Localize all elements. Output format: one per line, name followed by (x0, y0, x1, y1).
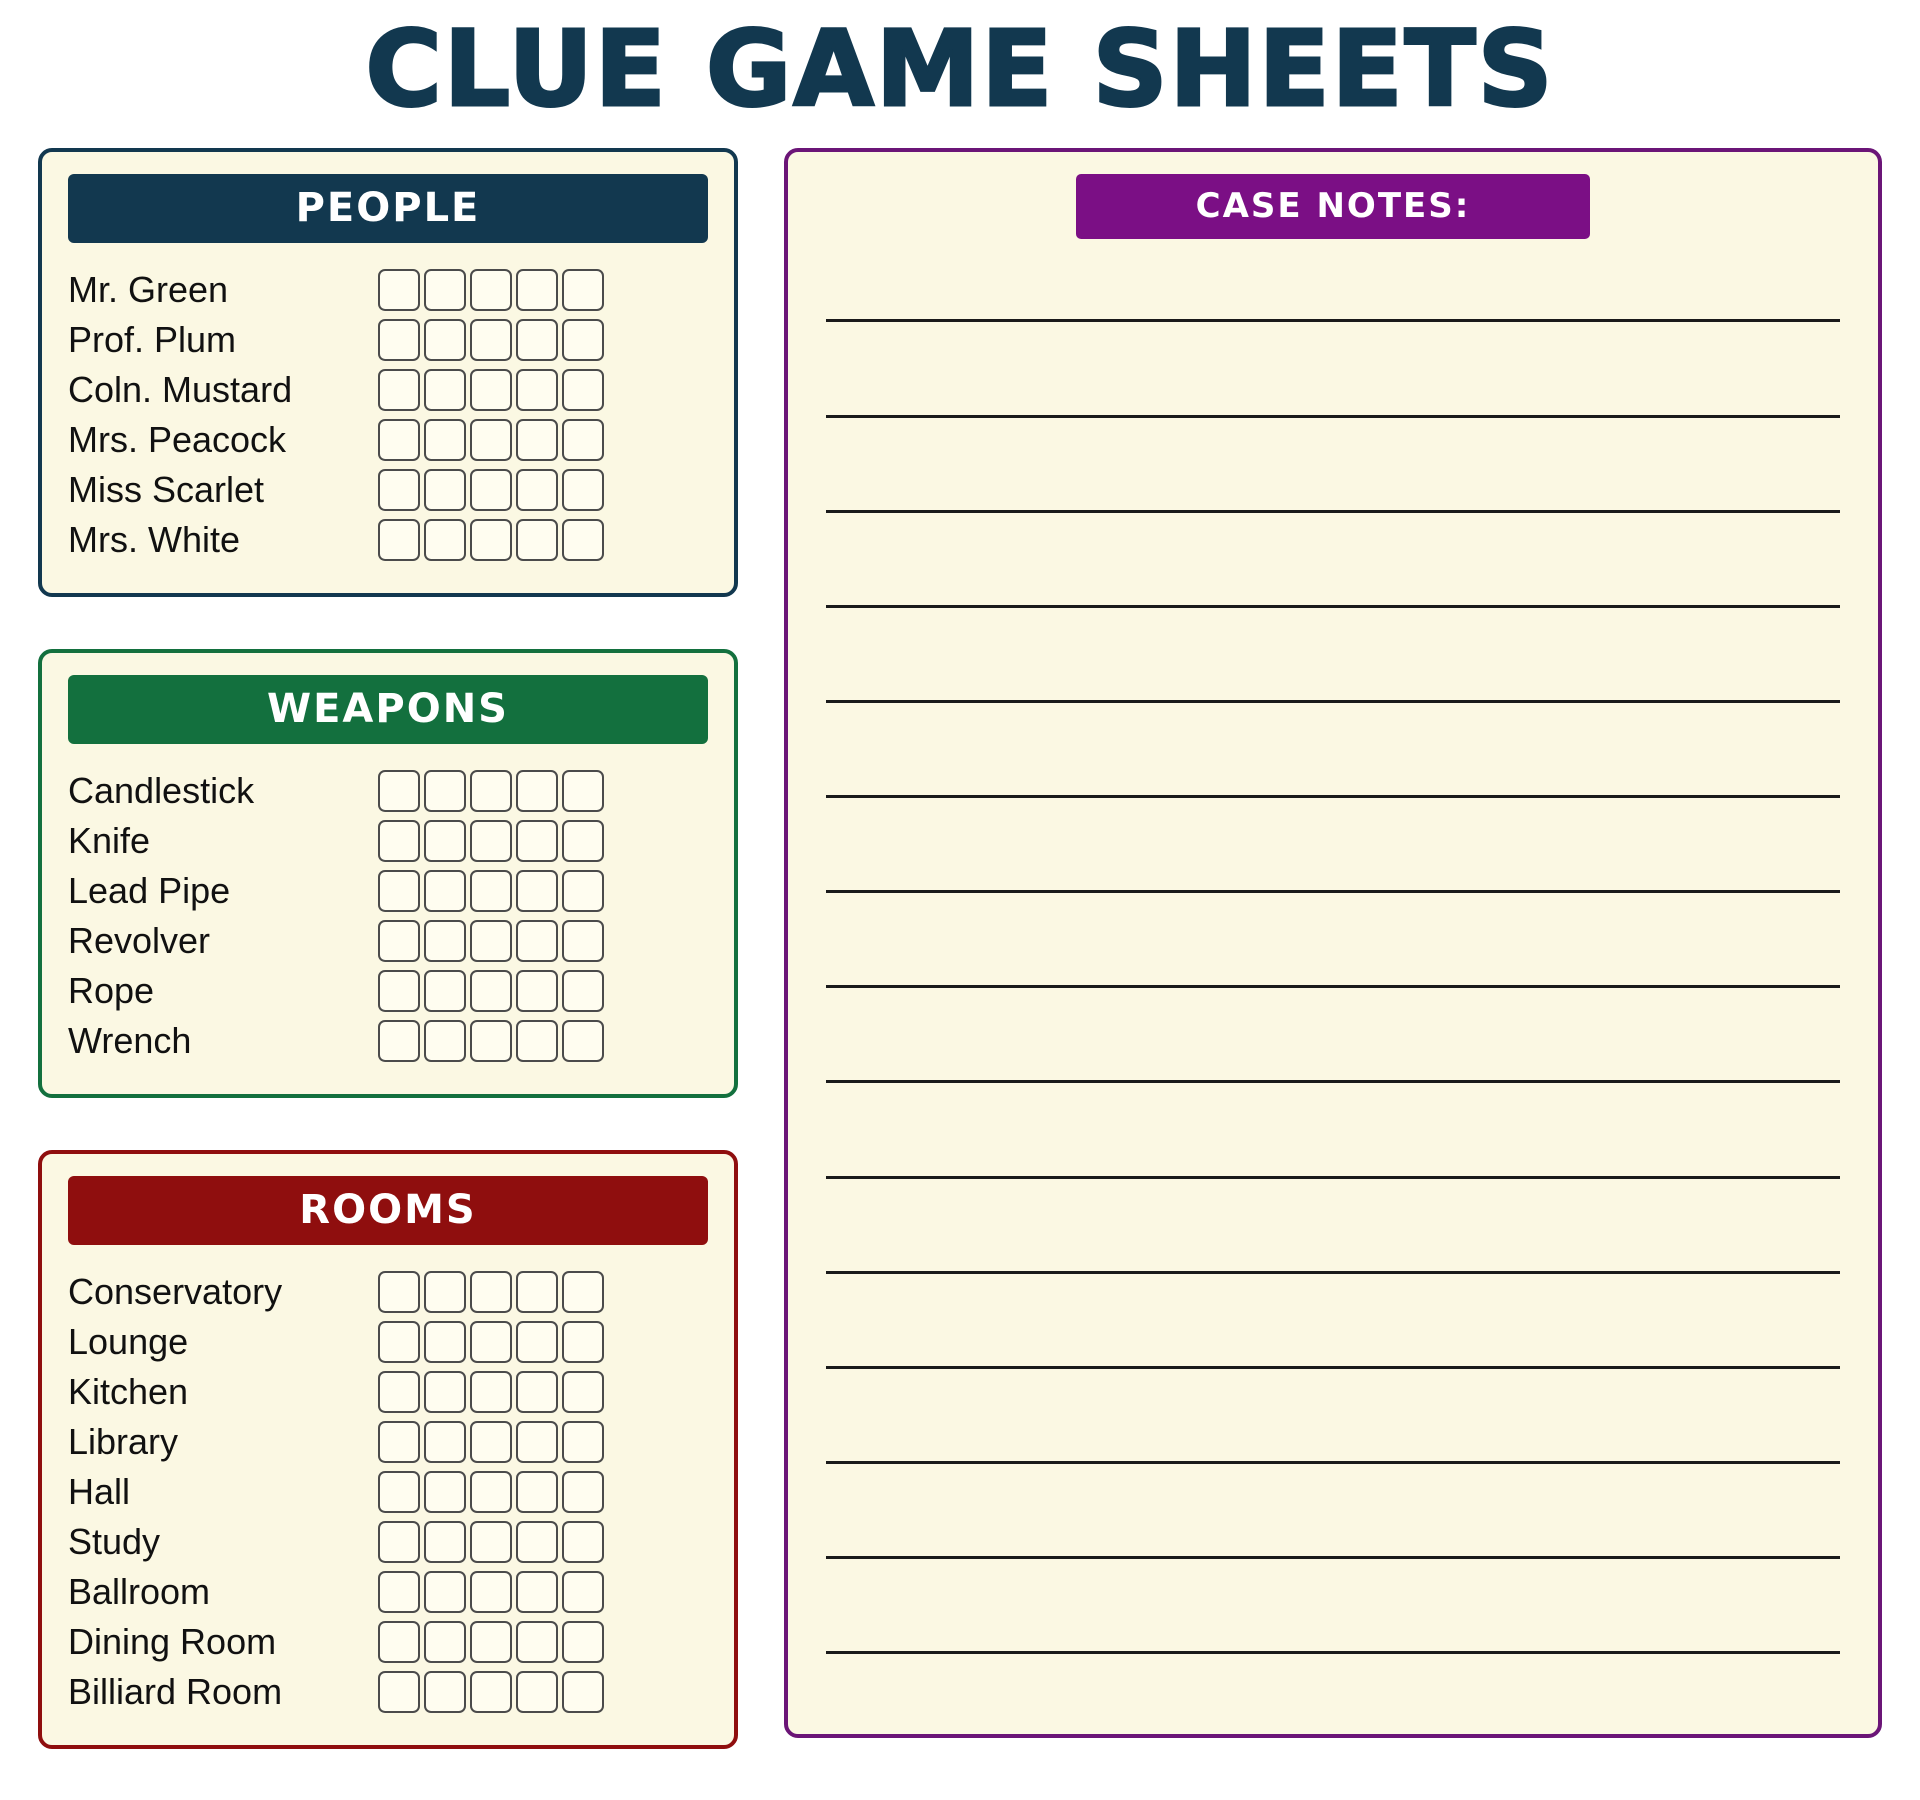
rooms-rows (68, 1267, 708, 1717)
checkbox[interactable] (516, 319, 558, 361)
checkbox[interactable] (516, 970, 558, 1012)
checkbox[interactable] (424, 1521, 466, 1563)
checkbox[interactable] (470, 1571, 512, 1613)
checkbox[interactable] (562, 319, 604, 361)
checkbox[interactable] (516, 920, 558, 962)
checkbox[interactable] (470, 1671, 512, 1713)
note-line[interactable] (826, 1080, 1840, 1083)
checkbox[interactable] (424, 970, 466, 1012)
checkbox-group (378, 1571, 604, 1613)
checkbox[interactable] (562, 419, 604, 461)
checkbox[interactable] (470, 970, 512, 1012)
checkbox[interactable] (378, 1421, 420, 1463)
checkbox[interactable] (424, 1621, 466, 1663)
case-notes-lines[interactable] (818, 239, 1848, 1710)
weapons-rows (68, 766, 708, 1066)
list-item (68, 1667, 708, 1717)
rooms-item-label: Lounge (68, 1321, 189, 1363)
checkbox[interactable] (516, 469, 558, 511)
note-line[interactable] (826, 605, 1840, 608)
checkbox[interactable] (424, 319, 466, 361)
checkbox[interactable] (378, 1671, 420, 1713)
checkbox[interactable] (562, 369, 604, 411)
people-item-label: Mrs. Peacock (68, 419, 287, 461)
checkbox[interactable] (378, 820, 420, 862)
people-item-label: Miss Scarlet (68, 469, 265, 511)
checkbox[interactable] (516, 1521, 558, 1563)
list-item (68, 1567, 708, 1617)
list-item (68, 1367, 708, 1417)
checkbox[interactable] (378, 469, 420, 511)
list-item (68, 816, 708, 866)
checkbox[interactable] (516, 1421, 558, 1463)
checkbox[interactable] (516, 1471, 558, 1513)
weapons-item-label: Lead Pipe (68, 870, 231, 912)
checkbox-group (378, 419, 604, 461)
checkbox[interactable] (470, 469, 512, 511)
list-item (68, 1016, 708, 1066)
checkbox[interactable] (516, 1271, 558, 1313)
checkbox-group (378, 1471, 604, 1513)
rooms-item-label: Dining Room (68, 1621, 277, 1663)
rooms-card-header: ROOMS (68, 1176, 708, 1245)
checkbox-group (378, 1271, 604, 1313)
checkbox-group (378, 1521, 604, 1563)
checkbox[interactable] (516, 770, 558, 812)
people-item-label: Mr. Green (68, 269, 229, 311)
rooms-item-label: Ballroom (68, 1571, 211, 1613)
note-line[interactable] (826, 985, 1840, 988)
checkbox[interactable] (516, 369, 558, 411)
checkbox[interactable] (378, 319, 420, 361)
checkbox[interactable] (424, 1571, 466, 1613)
note-line[interactable] (826, 1556, 1840, 1559)
checkbox[interactable] (562, 1371, 604, 1413)
checkbox[interactable] (516, 820, 558, 862)
rooms-item-label: Billiard Room (68, 1671, 283, 1713)
people-card (38, 148, 738, 597)
checkbox-group (378, 469, 604, 511)
checkbox[interactable] (562, 820, 604, 862)
checkbox[interactable] (562, 1321, 604, 1363)
checkbox[interactable] (562, 1571, 604, 1613)
checkbox-group (378, 1020, 604, 1062)
note-line[interactable] (826, 1176, 1840, 1179)
checkbox-group (378, 970, 604, 1012)
checkbox[interactable] (470, 770, 512, 812)
checkbox[interactable] (516, 1671, 558, 1713)
rooms-card (38, 1150, 738, 1749)
people-rows (68, 265, 708, 565)
checkbox[interactable] (562, 469, 604, 511)
list-item (68, 1517, 708, 1567)
checkbox[interactable] (470, 269, 512, 311)
sheet-content (38, 148, 1882, 1749)
checkbox-group (378, 369, 604, 411)
checkbox-group (378, 1371, 604, 1413)
list-item (68, 515, 708, 565)
checkbox[interactable] (562, 1521, 604, 1563)
checkbox[interactable] (470, 1020, 512, 1062)
note-line[interactable] (826, 795, 1840, 798)
people-item-label: Prof. Plum (68, 319, 237, 361)
checkbox[interactable] (516, 1321, 558, 1363)
checkbox[interactable] (516, 1020, 558, 1062)
checkbox[interactable] (562, 770, 604, 812)
checkbox[interactable] (470, 1321, 512, 1363)
weapons-item-label: Revolver (68, 920, 211, 962)
checkbox[interactable] (424, 1471, 466, 1513)
note-line[interactable] (826, 1366, 1840, 1369)
clue-game-sheet-page (0, 8, 1920, 1800)
checkbox[interactable] (378, 1371, 420, 1413)
checkbox[interactable] (378, 970, 420, 1012)
checkbox[interactable] (424, 469, 466, 511)
note-line[interactable] (826, 700, 1840, 703)
weapons-card (38, 649, 738, 1098)
weapons-item-label: Rope (68, 970, 155, 1012)
checkbox-group (378, 1321, 604, 1363)
checkbox[interactable] (470, 920, 512, 962)
checkbox[interactable] (378, 519, 420, 561)
note-line[interactable] (826, 1461, 1840, 1464)
checkbox[interactable] (562, 269, 604, 311)
checkbox[interactable] (562, 519, 604, 561)
checkbox[interactable] (516, 269, 558, 311)
list-item (68, 365, 708, 415)
checkbox[interactable] (424, 419, 466, 461)
checkbox[interactable] (378, 369, 420, 411)
rooms-item-label: Study (68, 1521, 161, 1563)
checkbox-group (378, 870, 604, 912)
list-item (68, 1267, 708, 1317)
checkbox[interactable] (470, 1271, 512, 1313)
checkbox-group (378, 519, 604, 561)
weapons-item-label: Knife (68, 820, 151, 862)
checkbox[interactable] (470, 419, 512, 461)
checkbox[interactable] (516, 1621, 558, 1663)
checkbox[interactable] (378, 920, 420, 962)
people-item-label: Mrs. White (68, 519, 241, 561)
checkbox[interactable] (424, 519, 466, 561)
checkbox[interactable] (516, 419, 558, 461)
checkbox[interactable] (424, 770, 466, 812)
checkbox[interactable] (378, 1571, 420, 1613)
checkbox[interactable] (378, 1271, 420, 1313)
checkbox[interactable] (378, 1621, 420, 1663)
people-card-header: PEOPLE (68, 174, 708, 243)
checkbox-group (378, 1621, 604, 1663)
note-line[interactable] (826, 510, 1840, 513)
checkbox[interactable] (424, 1271, 466, 1313)
rooms-item-label: Library (68, 1421, 179, 1463)
checkbox[interactable] (378, 419, 420, 461)
list-item (68, 966, 708, 1016)
list-item (68, 1317, 708, 1367)
rooms-item-label: Conservatory (68, 1271, 283, 1313)
checkbox-group (378, 920, 604, 962)
note-line[interactable] (826, 1271, 1840, 1274)
list-item (68, 465, 708, 515)
checkbox[interactable] (562, 870, 604, 912)
checkbox[interactable] (562, 1421, 604, 1463)
checkbox[interactable] (378, 870, 420, 912)
checkbox[interactable] (378, 1321, 420, 1363)
checkbox[interactable] (562, 1271, 604, 1313)
checkbox[interactable] (424, 1020, 466, 1062)
list-item (68, 766, 708, 816)
checkbox[interactable] (378, 1521, 420, 1563)
weapons-item-label: Candlestick (68, 770, 255, 812)
weapons-item-label: Wrench (68, 1020, 192, 1062)
checkbox[interactable] (424, 269, 466, 311)
page-title: CLUE GAME SHEETS (365, 8, 1555, 130)
checkbox[interactable] (378, 269, 420, 311)
checkbox[interactable] (424, 1371, 466, 1413)
checkbox-group (378, 319, 604, 361)
checkbox[interactable] (424, 1421, 466, 1463)
case-notes-header: CASE NOTES: (1076, 174, 1591, 239)
checkbox[interactable] (470, 369, 512, 411)
checkbox-group (378, 269, 604, 311)
list-item (68, 1467, 708, 1517)
checkbox[interactable] (562, 1020, 604, 1062)
list-item (68, 265, 708, 315)
checkbox[interactable] (562, 1471, 604, 1513)
note-line[interactable] (826, 890, 1840, 893)
note-line[interactable] (826, 319, 1840, 322)
checkbox[interactable] (516, 1571, 558, 1613)
checkbox[interactable] (562, 1671, 604, 1713)
list-item (68, 866, 708, 916)
people-item-label: Coln. Mustard (68, 369, 293, 411)
checkbox[interactable] (470, 1521, 512, 1563)
checkbox[interactable] (424, 920, 466, 962)
checkbox[interactable] (470, 1421, 512, 1463)
list-item (68, 415, 708, 465)
categories-column (38, 148, 738, 1749)
case-notes-card (784, 148, 1882, 1738)
list-item (68, 916, 708, 966)
checkbox[interactable] (562, 920, 604, 962)
checkbox[interactable] (562, 1621, 604, 1663)
checkbox[interactable] (470, 870, 512, 912)
checkbox[interactable] (470, 519, 512, 561)
checkbox-group (378, 820, 604, 862)
note-line[interactable] (826, 415, 1840, 418)
checkbox[interactable] (470, 1471, 512, 1513)
list-item (68, 1417, 708, 1467)
checkbox[interactable] (378, 1020, 420, 1062)
weapons-card-header: WEAPONS (68, 675, 708, 744)
note-line[interactable] (826, 1651, 1840, 1654)
checkbox[interactable] (470, 1621, 512, 1663)
checkbox[interactable] (424, 1671, 466, 1713)
checkbox[interactable] (424, 369, 466, 411)
checkbox[interactable] (378, 1471, 420, 1513)
list-item (68, 315, 708, 365)
checkbox-group (378, 1421, 604, 1463)
checkbox[interactable] (516, 1371, 558, 1413)
checkbox-group (378, 770, 604, 812)
checkbox[interactable] (516, 870, 558, 912)
rooms-item-label: Hall (68, 1471, 131, 1513)
checkbox[interactable] (516, 519, 558, 561)
checkbox[interactable] (470, 1371, 512, 1413)
rooms-item-label: Kitchen (68, 1371, 189, 1413)
checkbox-group (378, 1671, 604, 1713)
checkbox[interactable] (424, 870, 466, 912)
list-item (68, 1617, 708, 1667)
checkbox[interactable] (424, 820, 466, 862)
checkbox[interactable] (470, 319, 512, 361)
checkbox[interactable] (470, 820, 512, 862)
checkbox[interactable] (424, 1321, 466, 1363)
checkbox[interactable] (378, 770, 420, 812)
checkbox[interactable] (562, 970, 604, 1012)
